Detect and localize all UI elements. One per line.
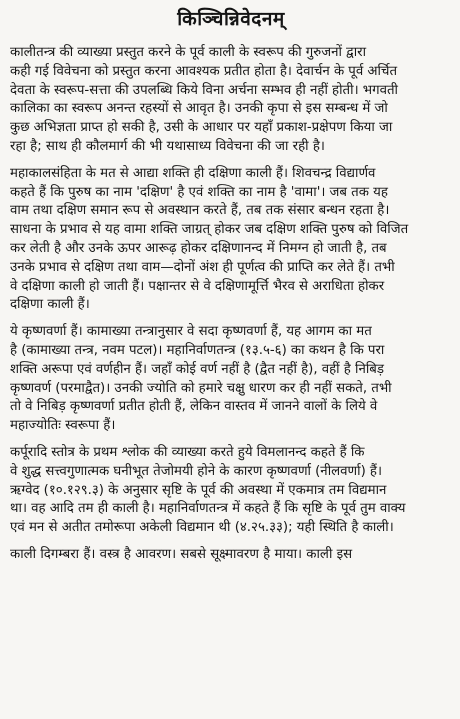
paragraph-1 — [10, 44, 452, 157]
text-line: काली दिगम्बरा हैं। वस्त्र है आवरण। सबसे सूक्ष्मावरण है माया। काली इस — [10, 546, 353, 562]
text-line: शक्ति अरूपा एवं वर्णहीन हैं। जहाँ कोई वर्ण नहीं है (द्वैत नहीं है), वहीं है निबिड़ — [10, 361, 384, 377]
text-line: कृष्णवर्ण (परमाद्वैत)। उनकी ज्योति को हमारे चक्षु धारण कर ही नहीं सकते, तभी — [10, 380, 392, 396]
text-line: ऋग्वेद (१०.१२९.३) के अनुसार सृष्टि के पूर्व की अवस्था में एकमात्र तम विद्यमान — [10, 482, 387, 498]
text-line: कालिका का स्वरूप अनन्त रहस्यों से आवृत है। उनकी कृपा से इस सम्बन्ध में जो — [10, 101, 388, 117]
text-line: कही गई विवेचना को प्रस्तुत करना आवश्यक प्रतीत होता है। देवार्चन के पूर्व अर्चित — [10, 63, 398, 79]
text-line: तो वे निबिड़ कृष्णवर्णा प्रतीत होती हैं, लेकिन वास्तव में जानने वालों के लिये वे — [10, 399, 378, 415]
text-line: वाम तथा दक्षिण समान रूप से अवस्थान करते हैं, तब तक संसार बन्धन रहता है। — [10, 203, 390, 219]
paragraph-4 — [10, 444, 452, 538]
text-line: रहा है; साथ ही कौलमार्ग की भी यथासाध्य विवेचना की जा रही है। — [10, 138, 325, 154]
text-line: कर लेती है और उनके ऊपर आरूढ़ होकर दक्षिणानन्द में निमग्न हो जाती है, तब — [10, 240, 387, 256]
text-line: साधना के प्रभाव से यह वामा शक्ति जाग्रत् होकर जब दक्षिण शक्ति पुरुष को विजित — [10, 222, 409, 238]
text-line: ये कृष्णवर्णा हैं। कामाख्या तन्त्रानुसार वे सदा कृष्णवर्णा हैं, यह आगम का मत — [10, 324, 372, 340]
paragraph-3 — [10, 323, 452, 436]
text-line: कहते हैं कि पुरुष का नाम 'दक्षिण' है एवं शक्ति का नाम है 'वामा'। जब तक यह — [10, 184, 388, 200]
text-line: महाज्योतिः स्वरूपा हैं। — [10, 418, 116, 434]
text-line: कर्पूरादि स्तोत्र के प्रथम श्लोक की व्याख्या करते हुये विमलानन्द कहते हैं कि — [10, 444, 365, 460]
text-line: कालीतन्त्र की व्याख्या प्रस्तुत करने के पूर्व काली के स्वरूप की गुरुजनों द्वारा — [10, 45, 367, 60]
paragraph-5 — [10, 546, 452, 565]
text-line: देवता के स्वरूप-सत्ता की उपलब्धि किये विना अर्चना सम्भव ही नहीं होती। भगवती — [10, 82, 399, 98]
text-line: उनके प्रभाव से दक्षिण तथा वाम—दोनों अंश ही पूर्णत्व की प्राप्ति कर लेते हैं। तभी — [10, 259, 395, 275]
text-line: वे शुद्ध सत्त्वगुणात्मक घनीभूत तेजोमयी होने के कारण कृष्णवर्णा (नीलवर्णा) हैं। — [10, 463, 383, 479]
text-line: महाकालसंहिता के मत से आद्या शक्ति ही दक्षिणा काली हैं। शिवचन्द्र विद्यार्णव — [10, 165, 376, 181]
paragraph-2 — [10, 165, 452, 315]
text-line: दक्षिणा काली हैं। — [10, 297, 90, 313]
text-line: कुछ अभिज्ञता प्राप्त हो सकी है, उसी के आधार पर यहाँ प्रकाश-प्रक्षेपण किया जा — [10, 120, 393, 136]
page-title: किञ्चिन्निवेदनम् — [177, 8, 285, 30]
text-line: वे दक्षिणा काली हो जाती हैं। पक्षान्तर से वे दक्षिणामूर्त्ति भैरव से अराधिता होकर — [10, 278, 385, 294]
text-line: था। वह आदि तम ही काली है। महानिर्वाणतन्त्र में कहते हैं कि सृष्टि के पूर्व तुम वाक्य — [10, 501, 406, 517]
text-line: एवं मन से अतीत तमोरूपा अकेली विद्यमान थी (४.२५.३३); यही स्थिति है काली। — [10, 520, 394, 536]
text-line: है (कामाख्या तन्त्र, नवम पटल)। महानिर्वाणतन्त्र (१३.५-६) का कथन है कि परा — [10, 342, 385, 358]
